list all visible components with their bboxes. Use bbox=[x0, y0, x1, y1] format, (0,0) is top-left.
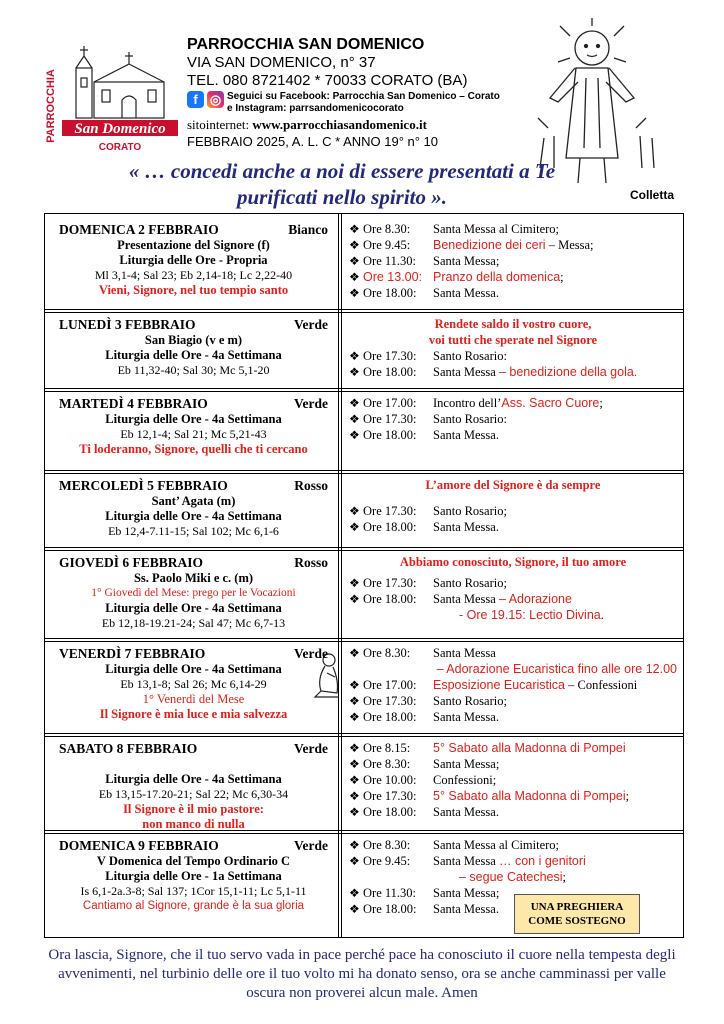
instagram-text: e Instagram: parrsandomenicocorato bbox=[227, 103, 404, 114]
schedule-time: Ore 8.15: bbox=[363, 741, 411, 755]
day-info-cell bbox=[49, 737, 338, 830]
bible-readings: Eb 11,32-40; Sal 30; Mc 5,1-20 bbox=[117, 363, 270, 377]
schedule-text-part: ; bbox=[599, 396, 603, 410]
quote-line-2: purificati nello spirito ». bbox=[236, 185, 448, 209]
liturgy-line: Il Signore è mia luce e mia salvezza bbox=[99, 707, 288, 721]
schedule-time: Ore 18.00: bbox=[363, 520, 417, 534]
schedule-text-part: Santa Messa bbox=[433, 592, 499, 606]
parish-address: VIA SAN DOMENICO, n° 37 bbox=[187, 54, 376, 71]
liturgy-line bbox=[53, 757, 334, 772]
schedule-text-part: Santa Messa. bbox=[433, 286, 499, 300]
schedule-text-part: Santa Messa; bbox=[433, 886, 500, 900]
schedule-time: Ore 13.00: bbox=[363, 270, 423, 284]
liturgy-line: 1° Venerdì del Mese bbox=[142, 692, 245, 706]
liturgical-color: Bianco bbox=[288, 222, 328, 237]
schedule-item bbox=[349, 364, 677, 380]
spacer bbox=[349, 493, 677, 503]
day-info-cell bbox=[49, 551, 338, 638]
schedule-time: Ore 17.30: bbox=[363, 504, 417, 518]
schedule-time: Ore 8.30: bbox=[363, 838, 411, 852]
schedule-text-part: Incontro dell’ bbox=[433, 396, 502, 410]
schedule-item bbox=[349, 285, 677, 301]
schedule-text-part: . bbox=[600, 608, 604, 622]
parish-header bbox=[187, 36, 537, 150]
bullet-diamond-icon: ❖ bbox=[349, 222, 360, 236]
quote-line-1: « … concedi anche a noi di essere presentati a Te bbox=[128, 159, 556, 183]
quote-source: Colletta bbox=[630, 188, 675, 202]
day-name: DOMENICA 9 FEBBRAIO bbox=[59, 838, 219, 853]
liturgy-line: non manco di nulla bbox=[142, 817, 245, 831]
schedule-item bbox=[349, 348, 677, 364]
bible-readings: Eb 13,15-17.20-21; Sal 22; Mc 6,30-34 bbox=[98, 787, 289, 801]
bullet-diamond-icon: ❖ bbox=[349, 886, 360, 900]
schedule-text bbox=[459, 869, 566, 885]
schedule-item bbox=[349, 772, 677, 788]
schedule-time: Ore 11.30: bbox=[363, 886, 416, 900]
schedule-text-part: Santa Messa bbox=[433, 646, 496, 660]
schedule-text bbox=[433, 591, 572, 607]
weekly-schedule-table bbox=[44, 213, 684, 938]
schedule-item bbox=[349, 503, 677, 519]
schedule-text-part: – benedizione della gola. bbox=[498, 365, 638, 379]
schedule-item bbox=[349, 519, 677, 535]
schedule-text-part: Santa Messa; bbox=[433, 757, 500, 771]
schedule-text bbox=[433, 885, 499, 901]
liturgy-line: Liturgia delle Ore - 4a Settimana bbox=[105, 509, 282, 523]
day-schedule-cell bbox=[343, 474, 683, 547]
schedule-text bbox=[433, 853, 586, 869]
schedule-item bbox=[349, 756, 677, 772]
day-heading bbox=[53, 554, 334, 571]
schedule-text bbox=[433, 575, 507, 591]
bullet-diamond-icon: ❖ bbox=[349, 592, 360, 606]
day-info-cell bbox=[49, 642, 338, 733]
website-link[interactable]: www.parrocchiasandomenico.it bbox=[252, 117, 427, 132]
schedule-text-part: Santo Rosario: bbox=[433, 349, 507, 363]
day-schedule-cell bbox=[343, 551, 683, 638]
closing-prayer: Ora lascia, Signore, che il tuo servo vada in pace perché pace ha conosciuto il cuore nella tempesta degli avvenimenti, nel turbinio delle ore il tuo volto mi ha donato senso, ora se anche camminassi per valle oscura non proverei alcun male. Amen bbox=[48, 947, 676, 1001]
schedule-item bbox=[349, 804, 677, 820]
facebook-icon[interactable]: f bbox=[187, 91, 204, 108]
schedule-text bbox=[433, 677, 637, 693]
prayer-support-box[interactable] bbox=[514, 894, 640, 934]
schedule-text bbox=[433, 804, 499, 820]
schedule-time: Ore 18.00: bbox=[363, 428, 417, 442]
schedule-item bbox=[349, 853, 677, 869]
schedule-text bbox=[433, 756, 499, 772]
schedule-text-part: Ass. Sacro Cuore bbox=[501, 396, 600, 410]
schedule-text bbox=[433, 364, 637, 380]
liturgy-line: Liturgia delle Ore - 1a Settimana bbox=[105, 869, 282, 883]
liturgy-line: 1° Giovedì del Mese: prego per le Vocazioni bbox=[91, 587, 296, 599]
schedule-text bbox=[433, 709, 499, 725]
schedule-item bbox=[349, 645, 677, 661]
parish-phone: TEL. 080 8721402 * 70033 CORATO (BA) bbox=[187, 72, 468, 89]
schedule-text-part: – Confessioni bbox=[565, 678, 638, 692]
schedule-time: Ore 17.30: bbox=[363, 412, 417, 426]
schedule-text-part: Santo Rosario; bbox=[433, 694, 507, 708]
bullet-diamond-icon: ❖ bbox=[349, 238, 360, 252]
liturgical-color: Verde bbox=[294, 838, 328, 853]
day-info-cell bbox=[49, 392, 338, 470]
day-info-cell bbox=[49, 474, 338, 547]
schedule-item bbox=[349, 661, 677, 677]
schedule-time: Ore 9.45: bbox=[363, 238, 411, 252]
schedule-text-part: 5° Sabato alla Madonna di Pompei bbox=[433, 741, 626, 755]
bullet-diamond-icon: ❖ bbox=[349, 710, 360, 724]
schedule-text bbox=[433, 269, 564, 285]
psalm-response: Rendete saldo il vostro cuore, bbox=[434, 317, 592, 331]
issue-line: FEBBRAIO 2025, A. L. C * ANNO 19° n° 10 bbox=[187, 134, 439, 149]
day-schedule-cell bbox=[343, 392, 683, 470]
liturgy-line: Liturgia delle Ore - 4a Settimana bbox=[105, 348, 282, 362]
day-info-cell bbox=[49, 218, 338, 309]
schedule-text-part: Santa Messa. bbox=[433, 710, 499, 724]
liturgy-line: Liturgia delle Ore - 4a Settimana bbox=[105, 662, 282, 676]
bullet-diamond-icon: ❖ bbox=[349, 576, 360, 590]
day-name: VENERDÌ 7 FEBBRAIO bbox=[59, 646, 206, 661]
schedule-item bbox=[349, 575, 677, 591]
bullet-diamond-icon: ❖ bbox=[349, 396, 360, 410]
bullet-diamond-icon: ❖ bbox=[349, 678, 360, 692]
bullet-diamond-icon: ❖ bbox=[349, 741, 360, 755]
psalm-response: L’amore del Signore è da sempre bbox=[425, 478, 601, 492]
schedule-text-part: – Adorazione bbox=[498, 592, 572, 606]
day-schedule-cell bbox=[343, 737, 683, 830]
schedule-text-part: 5° Sabato alla Madonna di Pompei bbox=[433, 789, 626, 803]
day-heading bbox=[53, 837, 334, 854]
schedule-text-part: Confessioni; bbox=[433, 773, 497, 787]
liturgy-line: Liturgia delle Ore - 4a Settimana bbox=[105, 412, 282, 426]
day-heading bbox=[53, 645, 334, 662]
collect-quote bbox=[82, 158, 602, 210]
liturgical-color: Rosso bbox=[294, 555, 328, 570]
schedule-text-part: Santa Messa al Cimitero; bbox=[433, 222, 560, 236]
schedule-time: Ore 17.30: bbox=[363, 789, 417, 803]
day-name: MARTEDÌ 4 FEBBRAIO bbox=[59, 396, 208, 411]
schedule-text bbox=[433, 772, 496, 788]
schedule-text bbox=[433, 788, 629, 804]
schedule-item bbox=[349, 709, 677, 725]
liturgical-color: Rosso bbox=[294, 478, 328, 493]
liturgy-line: Il Signore è il mio pastore: bbox=[123, 802, 264, 816]
day-name: LUNEDÌ 3 FEBBRAIO bbox=[59, 317, 196, 332]
schedule-text-part: Benedizione dei ceri bbox=[433, 238, 546, 252]
schedule-time: Ore 17.30: bbox=[363, 576, 417, 590]
liturgy-line: Ss. Paolo Miki e c. (m) bbox=[133, 571, 254, 585]
bullet-diamond-icon: ❖ bbox=[349, 646, 360, 660]
prayer-box-line-2: COME SOSTEGNO bbox=[528, 915, 626, 927]
bullet-diamond-icon: ❖ bbox=[349, 270, 360, 284]
day-heading bbox=[53, 477, 334, 494]
schedule-text-part: Santa Messa bbox=[433, 854, 499, 868]
facebook-text: Seguici su Facebook: Parrocchia San Domenico – Corato bbox=[227, 91, 500, 102]
schedule-text-part: - Ore 19.15: Lectio Divina bbox=[459, 608, 601, 622]
prayer-box-line-1: UNA PREGHIERA bbox=[530, 901, 624, 913]
liturgical-color: Verde bbox=[294, 317, 328, 332]
schedule-text bbox=[433, 693, 507, 709]
day-heading bbox=[53, 221, 334, 238]
bullet-diamond-icon: ❖ bbox=[349, 902, 360, 916]
day-heading bbox=[53, 740, 334, 757]
schedule-text-part: – segue Catechesi bbox=[459, 870, 563, 884]
liturgy-line: San Biagio (v e m) bbox=[144, 333, 243, 347]
bullet-diamond-icon: ❖ bbox=[349, 428, 360, 442]
schedule-item bbox=[349, 395, 677, 411]
liturgical-color: Verde bbox=[294, 396, 328, 411]
bible-readings: Eb 12,4-7.11-15; Sal 102; Mc 6,1-6 bbox=[108, 524, 279, 538]
schedule-item bbox=[349, 253, 677, 269]
bullet-diamond-icon: ❖ bbox=[349, 805, 360, 819]
column-divider bbox=[338, 214, 342, 937]
liturgy-line: Presentazione del Signore (f) bbox=[117, 238, 270, 252]
schedule-text bbox=[433, 411, 507, 427]
psalm-response: voi tutti che sperate nel Signore bbox=[428, 333, 598, 347]
liturgical-color: Verde bbox=[294, 741, 328, 756]
day-schedule-cell bbox=[343, 642, 683, 733]
schedule-time: Ore 17.00: bbox=[363, 396, 417, 410]
liturgy-line: V Domenica del Tempo Ordinario C bbox=[96, 854, 291, 868]
parish-name: PARROCCHIA SAN DOMENICO bbox=[187, 36, 425, 53]
schedule-text-part: Santa Messa al Cimitero; bbox=[433, 838, 560, 852]
bible-readings: Is 6,1-2a.3-8; Sal 137; 1Cor 15,1-11; Lc 5,1-11 bbox=[80, 884, 307, 898]
bullet-diamond-icon: ❖ bbox=[349, 854, 360, 868]
instagram-icon[interactable]: ◎ bbox=[207, 91, 224, 108]
schedule-text-part: Santa Messa. bbox=[433, 902, 499, 916]
schedule-text bbox=[433, 427, 499, 443]
schedule-item bbox=[349, 869, 677, 885]
schedule-time: Ore 9.45: bbox=[363, 854, 411, 868]
schedule-time: Ore 8.30: bbox=[363, 646, 411, 660]
schedule-text-part: … con i genitori bbox=[498, 854, 586, 868]
schedule-text-part: – Messa; bbox=[545, 238, 594, 252]
schedule-text bbox=[433, 253, 499, 269]
schedule-text bbox=[459, 607, 604, 623]
logo-city: CORATO bbox=[98, 142, 142, 153]
bible-readings: Eb 12,1-4; Sal 21; Mc 5,21-43 bbox=[120, 427, 267, 441]
schedule-time: Ore 18.00: bbox=[363, 805, 417, 819]
schedule-time: Ore 10.00: bbox=[363, 773, 417, 787]
schedule-time: Ore 18.00: bbox=[363, 902, 417, 916]
schedule-item bbox=[349, 269, 677, 285]
schedule-text-part: Santa Messa. bbox=[433, 805, 499, 819]
day-schedule-cell bbox=[343, 218, 683, 309]
bible-readings: Ml 3,1-4; Sal 23; Eb 2,14-18; Lc 2,22-40 bbox=[94, 268, 293, 282]
schedule-text bbox=[433, 645, 496, 661]
liturgical-color: Verde bbox=[294, 646, 328, 661]
schedule-time: Ore 17.00: bbox=[363, 678, 417, 692]
liturgy-line: Liturgia delle Ore - 4a Settimana bbox=[105, 772, 282, 786]
schedule-text-part: ; bbox=[562, 870, 567, 884]
schedule-time: Ore 18.00: bbox=[363, 365, 417, 379]
schedule-item bbox=[349, 591, 677, 607]
schedule-time: Ore 18.00: bbox=[363, 710, 417, 724]
schedule-text-part: Santa Messa bbox=[433, 365, 499, 379]
schedule-text bbox=[433, 348, 507, 364]
social-row bbox=[187, 91, 537, 115]
bullet-diamond-icon: ❖ bbox=[349, 789, 360, 803]
logo-vertical-text: PARROCCHIA bbox=[45, 69, 57, 143]
psalm-response: Abbiamo conosciuto, Signore, il tuo amore bbox=[399, 555, 627, 569]
schedule-text-part: Esposizione Eucaristica bbox=[433, 678, 566, 692]
bullet-diamond-icon: ❖ bbox=[349, 504, 360, 518]
schedule-text bbox=[433, 221, 559, 237]
schedule-text-part: ; bbox=[625, 789, 630, 803]
parish-logo bbox=[42, 38, 182, 156]
bullet-diamond-icon: ❖ bbox=[349, 838, 360, 852]
day-heading bbox=[53, 395, 334, 412]
schedule-item bbox=[349, 788, 677, 804]
schedule-time: Ore 18.00: bbox=[363, 286, 417, 300]
schedule-text-part: – Adorazione Eucaristica fino alle ore 12.00 bbox=[436, 662, 677, 676]
schedule-text bbox=[437, 661, 677, 677]
schedule-time: Ore 11.30: bbox=[363, 254, 416, 268]
bullet-diamond-icon: ❖ bbox=[349, 773, 360, 787]
schedule-text-part: Santa Messa. bbox=[433, 520, 499, 534]
day-name: MERCOLEDÌ 5 FEBBRAIO bbox=[59, 478, 228, 493]
bullet-diamond-icon: ❖ bbox=[349, 757, 360, 771]
schedule-text-part: Santo Rosario; bbox=[433, 576, 507, 590]
schedule-item bbox=[349, 837, 677, 853]
schedule-time: Ore 18.00: bbox=[363, 592, 417, 606]
liturgy-line: Vieni, Signore, nel tuo tempio santo bbox=[98, 283, 289, 297]
schedule-text-part: ; bbox=[560, 270, 564, 284]
logo-name: San Domenico bbox=[74, 121, 166, 137]
schedule-item bbox=[349, 693, 677, 709]
schedule-text-part: Santa Messa. bbox=[433, 428, 499, 442]
bullet-diamond-icon: ❖ bbox=[349, 694, 360, 708]
schedule-time: Ore 8.30: bbox=[363, 222, 411, 236]
bullet-diamond-icon: ❖ bbox=[349, 365, 360, 379]
bullet-diamond-icon: ❖ bbox=[349, 254, 360, 268]
bullet-diamond-icon: ❖ bbox=[349, 286, 360, 300]
schedule-item bbox=[349, 237, 677, 253]
day-heading bbox=[53, 316, 334, 333]
liturgy-line: Cantiamo al Signore, grande è la sua gloria bbox=[82, 900, 305, 912]
liturgy-line: Liturgia delle Ore - 4a Settimana bbox=[105, 601, 282, 615]
day-name: GIOVEDÌ 6 FEBBRAIO bbox=[59, 555, 204, 570]
liturgy-line: Ti loderanno, Signore, quelli che ti cercano bbox=[79, 442, 308, 456]
schedule-time: Ore 8.30: bbox=[363, 757, 411, 771]
bible-readings: Eb 13,1-8; Sal 26; Mc 6,14-29 bbox=[120, 677, 267, 691]
bullet-diamond-icon: ❖ bbox=[349, 412, 360, 426]
bullet-diamond-icon: ❖ bbox=[349, 520, 360, 534]
day-info-cell bbox=[49, 834, 338, 937]
bible-readings: Eb 12,18-19.21-24; Sal 47; Mc 6,7-13 bbox=[101, 616, 286, 630]
schedule-text-part: Santa Messa; bbox=[433, 254, 500, 268]
schedule-text bbox=[433, 503, 507, 519]
liturgy-line: Liturgia delle Ore - Propria bbox=[119, 253, 268, 267]
schedule-text bbox=[433, 740, 626, 756]
schedule-text-part: Santo Rosario; bbox=[433, 504, 507, 518]
schedule-item bbox=[349, 411, 677, 427]
schedule-text bbox=[433, 237, 594, 253]
schedule-text bbox=[433, 395, 603, 411]
schedule-item bbox=[349, 607, 677, 623]
liturgy-line: Sant’ Agata (m) bbox=[151, 494, 236, 508]
schedule-time: Ore 17.30: bbox=[363, 349, 417, 363]
schedule-text-part: Pranzo della domenica bbox=[433, 270, 561, 284]
day-info-cell bbox=[49, 313, 338, 388]
schedule-time: Ore 17.30: bbox=[363, 694, 417, 708]
schedule-item bbox=[349, 677, 677, 693]
day-schedule-cell bbox=[343, 313, 683, 388]
website-label: sitointernet: bbox=[187, 117, 253, 132]
schedule-item bbox=[349, 221, 677, 237]
schedule-item bbox=[349, 740, 677, 756]
schedule-text-part: Santo Rosario: bbox=[433, 412, 507, 426]
schedule-text bbox=[433, 285, 499, 301]
schedule-text bbox=[433, 837, 559, 853]
day-name: SABATO 8 FEBBRAIO bbox=[59, 741, 198, 756]
day-name: DOMENICA 2 FEBBRAIO bbox=[59, 222, 219, 237]
schedule-item bbox=[349, 427, 677, 443]
website-line bbox=[187, 116, 537, 133]
schedule-text bbox=[433, 519, 499, 535]
bullet-diamond-icon: ❖ bbox=[349, 349, 360, 363]
schedule-text bbox=[433, 901, 499, 917]
